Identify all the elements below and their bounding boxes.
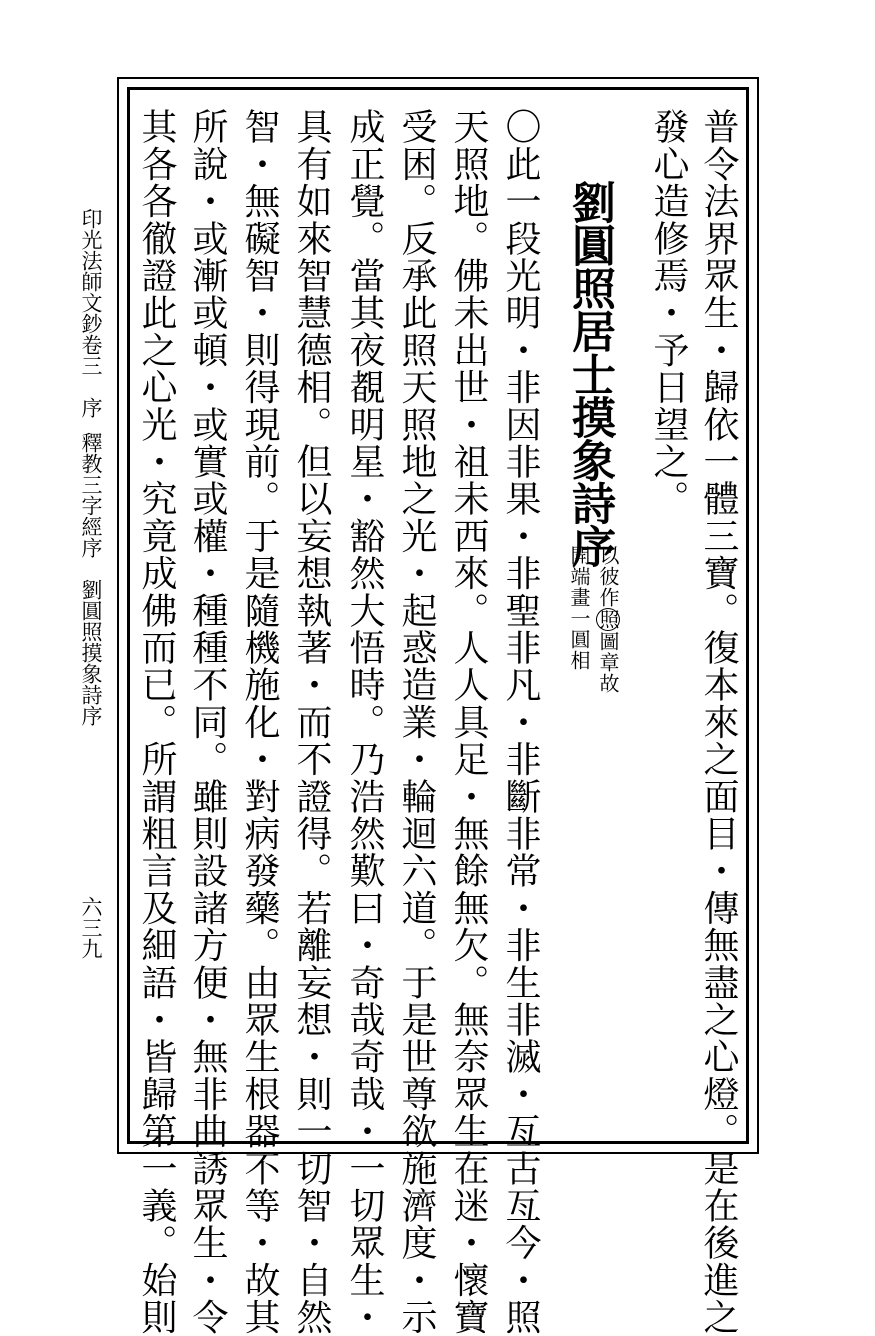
- margin-section-title: 釋教三字經序 劉圓照摸象詩序: [79, 432, 103, 726]
- title-note-text-a: 以彼作: [596, 545, 620, 608]
- body-line-7: 所說・或漸或頓・或實或權・種種不同。雖則設諸方便・無非曲誘眾生・令: [187, 108, 228, 1336]
- body-line-3: 受困。反承此照天照地之光・起惑造業・輪迴六道。于是世尊欲施濟度・示: [396, 108, 437, 1336]
- body-line-1: 〇此一段光明・非因非果・非聖非凡・非斷非常・非生非滅・亙古亙今・照: [500, 108, 541, 1336]
- article-title: 劉圓照居士摸象詩序: [564, 180, 615, 567]
- body-line-2: 天照地。佛未出世・祖未西來。人人具足・無餘無欠。無奈眾生在迷・懷寶: [448, 108, 489, 1336]
- circled-char: 照: [596, 609, 620, 630]
- body-line-6: 智・無礙智・則得現前。于是隨機施化・對病發藥。由眾生根器不等・故其: [239, 108, 280, 1336]
- prev-text-line-1: 普令法界眾生・歸依一體三寶。復本來之面目・傳無盡之心燈。是在後進之: [698, 108, 739, 1336]
- body-line-4: 成正覺。當其夜覩明星・豁然大悟時。乃浩然歎曰・奇哉奇哉・一切眾生・: [344, 108, 385, 1336]
- body-line-8: 其各各徹證此之心光・究竟成佛而已。所謂粗言及細語・皆歸第一義。始則: [136, 108, 177, 1336]
- margin-book-title: 印光法師文鈔卷三 序: [79, 208, 103, 418]
- title-note-line-2: 開端畫一圓相: [567, 545, 591, 671]
- page-number: 六三九: [79, 896, 103, 959]
- title-note-text-b: 圖章故: [596, 631, 620, 694]
- body-line-5: 具有如來智慧德相。但以妄想執著・而不證得。若離妄想・則一切智・自然: [291, 108, 332, 1336]
- title-note-line-1: [596, 545, 620, 694]
- prev-text-line-2: 發心造修焉・予日望之。: [648, 108, 689, 518]
